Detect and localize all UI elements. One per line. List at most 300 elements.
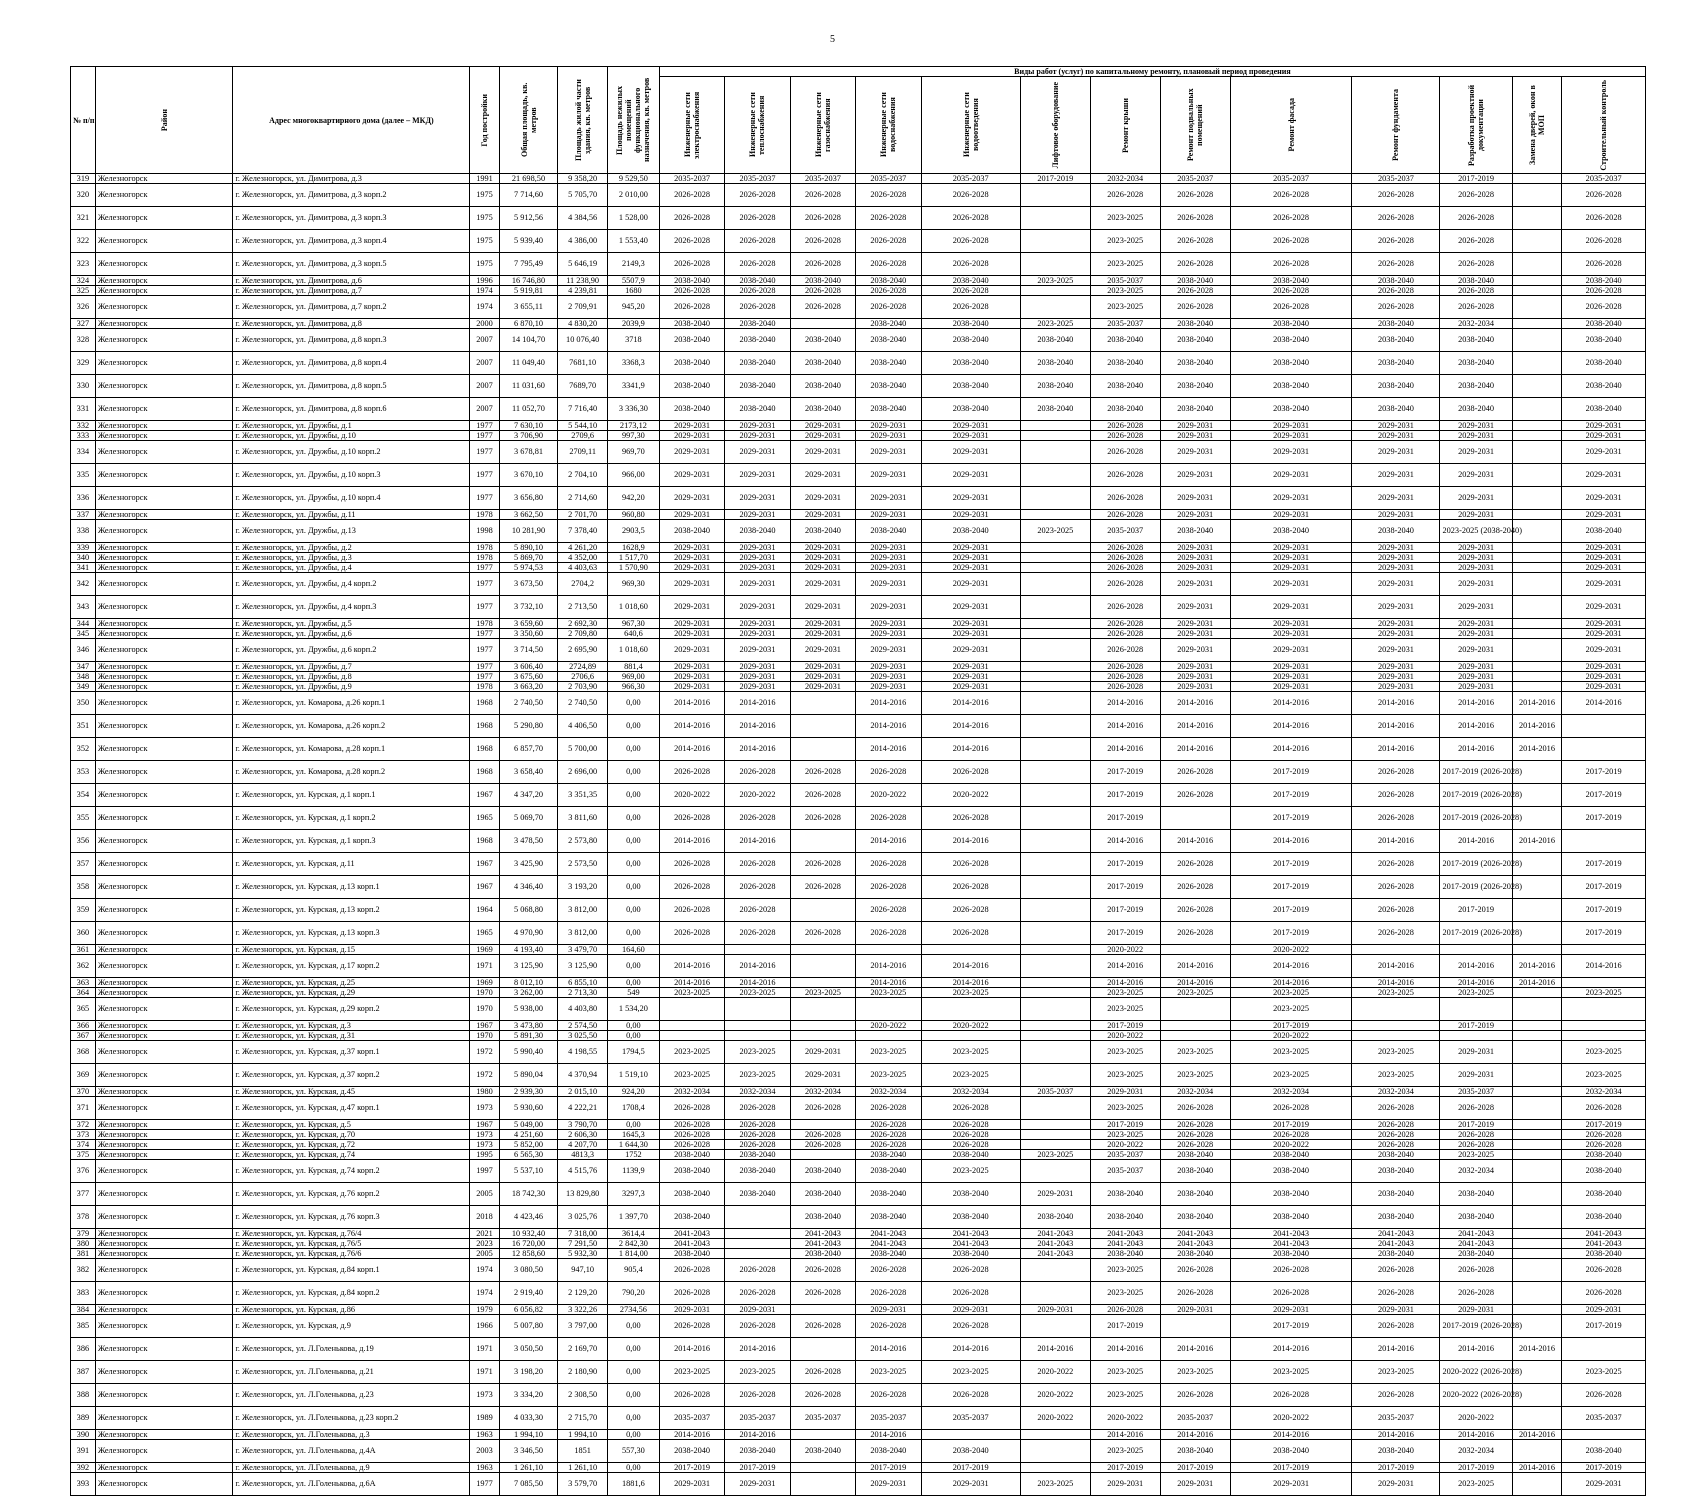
cell-total-area: 3 425,90 (499, 853, 558, 876)
cell-work-3: 2026-2028 (856, 853, 921, 876)
cell-district: Железногорск (95, 639, 233, 662)
cell-work-2: 2029-2031 (790, 563, 855, 573)
cell-work-1: 2029-2031 (725, 487, 790, 510)
cell-nonres-area: 1 644,30 (607, 1140, 659, 1150)
cell-work-6: 2017-2019 (1090, 1463, 1160, 1473)
cell-work-10: 2017-2019 (2026-2028) (1440, 784, 1512, 807)
cell-address: г. Железногорск, ул. Курская, д.45 (233, 1087, 470, 1097)
cell-work-4: 2026-2028 (921, 1097, 1020, 1120)
cell-work-6: 2014-2016 (1090, 715, 1160, 738)
cell-work-3: 2023-2025 (856, 1064, 921, 1087)
cell-total-area: 1 994,10 (499, 1430, 558, 1440)
cell-work-4: 2038-2040 (921, 398, 1020, 421)
cell-work-11 (1512, 563, 1562, 573)
cell-year: 1978 (470, 553, 499, 563)
cell-work-10: 2032-2034 (1440, 319, 1512, 329)
cell-work-5 (1020, 639, 1090, 662)
cell-work-6: 2023-2025 (1090, 296, 1160, 319)
cell-num: 324 (71, 276, 96, 286)
cell-num: 384 (71, 1305, 96, 1315)
cell-work-12: 2017-2019 (1562, 876, 1646, 899)
cell-num: 374 (71, 1140, 96, 1150)
cell-work-2: 2026-2028 (790, 286, 855, 296)
cell-address: г. Железногорск, ул. Димитрова, д.8 корп.6 (233, 398, 470, 421)
cell-work-2: 2026-2028 (790, 1097, 855, 1120)
cell-num: 373 (71, 1130, 96, 1140)
cell-address: г. Железногорск, ул. Курская, д.47 корп.1 (233, 1097, 470, 1120)
cell-district: Железногорск (95, 184, 233, 207)
cell-work-10: 2017-2019 (2026-2028) (1440, 807, 1512, 830)
cell-work-4: 2026-2028 (921, 1282, 1020, 1305)
cell-work-5 (1020, 955, 1090, 978)
cell-work-7: 2026-2028 (1160, 286, 1230, 296)
cell-work-1: 2035-2037 (725, 1407, 790, 1430)
table-row (71, 319, 1646, 329)
cell-work-0: 2026-2028 (659, 230, 724, 253)
cell-work-2: 2026-2028 (790, 230, 855, 253)
table-row (71, 830, 1646, 853)
table-row (71, 1229, 1646, 1239)
cell-work-10: 2023-2025 (2038-2040) (1440, 520, 1512, 543)
cell-work-9: 2035-2037 (1352, 1407, 1440, 1430)
cell-year: 2005 (470, 1183, 499, 1206)
cell-address: г. Железногорск, ул. Дружбы, д.10 корп.3 (233, 464, 470, 487)
cell-work-5 (1020, 662, 1090, 672)
cell-work-4: 2014-2016 (921, 955, 1020, 978)
cell-work-0: 2038-2040 (659, 1150, 724, 1160)
header-work-label: Инженерные сети электроснабжения (683, 91, 702, 159)
cell-work-7: 2026-2028 (1160, 207, 1230, 230)
cell-work-9: 2029-2031 (1352, 629, 1440, 639)
cell-work-10: 2026-2028 (1440, 1259, 1512, 1282)
cell-work-5 (1020, 978, 1090, 988)
cell-work-7: 2035-2037 (1160, 174, 1230, 184)
cell-work-3: 2017-2019 (856, 1463, 921, 1473)
cell-work-12: 2029-2031 (1562, 487, 1646, 510)
cell-work-4: 2029-2031 (921, 573, 1020, 596)
cell-num: 379 (71, 1229, 96, 1239)
cell-work-4: 2026-2028 (921, 230, 1020, 253)
cell-work-8: 2026-2028 (1230, 253, 1352, 276)
cell-total-area: 21 698,50 (499, 174, 558, 184)
cell-work-0: 2014-2016 (659, 955, 724, 978)
cell-living-area: 3 025,50 (558, 1031, 608, 1041)
cell-work-5 (1020, 1031, 1090, 1041)
cell-work-1: 2029-2031 (725, 662, 790, 672)
cell-work-12: 2038-2040 (1562, 1249, 1646, 1259)
cell-nonres-area: 9 529,50 (607, 174, 659, 184)
cell-num: 322 (71, 230, 96, 253)
cell-work-3: 2029-2031 (856, 639, 921, 662)
table-row (71, 639, 1646, 662)
cell-num: 350 (71, 692, 96, 715)
cell-total-area: 3 080,50 (499, 1259, 558, 1282)
cell-work-3: 2038-2040 (856, 1440, 921, 1463)
cell-work-4: 2029-2031 (921, 563, 1020, 573)
cell-district: Железногорск (95, 1473, 233, 1496)
cell-work-4: 2026-2028 (921, 761, 1020, 784)
cell-work-7: 2026-2028 (1160, 1282, 1230, 1305)
header-work-1 (725, 77, 790, 174)
cell-work-9: 2014-2016 (1352, 692, 1440, 715)
cell-living-area: 3 579,70 (558, 1473, 608, 1496)
header-work-label: Инженерные сети водоотведения (961, 92, 980, 158)
table-row (71, 276, 1646, 286)
table-row (71, 1473, 1646, 1496)
cell-work-10: 2017-2019 (2026-2028) (1440, 922, 1512, 945)
cell-year: 1975 (470, 230, 499, 253)
table-row (71, 1130, 1646, 1140)
cell-work-11 (1512, 1064, 1562, 1087)
cell-work-8: 2020-2022 (1230, 1140, 1352, 1150)
cell-work-1: 2032-2034 (725, 1087, 790, 1097)
cell-work-1: 2029-2031 (725, 421, 790, 431)
cell-work-6: 2026-2028 (1090, 629, 1160, 639)
cell-work-12: 2029-2031 (1562, 662, 1646, 672)
cell-work-9: 2026-2028 (1352, 253, 1440, 276)
cell-year: 1968 (470, 738, 499, 761)
cell-work-6: 2041-2043 (1090, 1229, 1160, 1239)
cell-district: Железногорск (95, 1183, 233, 1206)
header-living-area-label: Площадь жилой части здания, кв. метров (573, 79, 592, 161)
cell-living-area: 2 695,90 (558, 639, 608, 662)
cell-work-1: 2020-2022 (725, 784, 790, 807)
cell-year: 1963 (470, 1430, 499, 1440)
cell-work-1: 2014-2016 (725, 692, 790, 715)
cell-total-area: 4 423,46 (499, 1206, 558, 1229)
cell-work-6: 2017-2019 (1090, 1315, 1160, 1338)
cell-work-11 (1512, 1259, 1562, 1282)
cell-work-9: 2029-2031 (1352, 421, 1440, 431)
cell-total-area: 5 930,60 (499, 1097, 558, 1120)
cell-work-8: 2026-2028 (1230, 1282, 1352, 1305)
cell-living-area: 7 318,00 (558, 1229, 608, 1239)
cell-work-7: 2026-2028 (1160, 1259, 1230, 1282)
header-work-5 (1020, 77, 1090, 174)
cell-work-2: 2035-2037 (790, 174, 855, 184)
cell-work-12: 2029-2031 (1562, 639, 1646, 662)
table-row (71, 715, 1646, 738)
header-work-label: Инженерные сети газоснабжения (813, 92, 832, 158)
cell-living-area: 2 573,80 (558, 830, 608, 853)
cell-work-12: 2038-2040 (1562, 319, 1646, 329)
cell-work-11: 2014-2016 (1512, 830, 1562, 853)
cell-district: Железногорск (95, 253, 233, 276)
cell-work-4: 2020-2022 (921, 784, 1020, 807)
cell-year: 1971 (470, 1338, 499, 1361)
cell-living-area: 2 703,90 (558, 682, 608, 692)
cell-work-8: 2029-2031 (1230, 421, 1352, 431)
cell-work-0: 2029-2031 (659, 619, 724, 629)
cell-total-area: 5 938,00 (499, 998, 558, 1021)
cell-num: 381 (71, 1249, 96, 1259)
cell-work-11: 2014-2016 (1512, 738, 1562, 761)
cell-total-area: 3 606,40 (499, 662, 558, 672)
cell-work-4: 2020-2022 (921, 1021, 1020, 1031)
header-nonres-area-label: Площадь нежилых помещений функционального назначения, кв. метров (615, 77, 652, 163)
cell-district: Железногорск (95, 629, 233, 639)
cell-work-10: 2026-2028 (1440, 1097, 1512, 1120)
cell-work-6: 2026-2028 (1090, 619, 1160, 629)
cell-work-4: 2026-2028 (921, 899, 1020, 922)
cell-work-8: 2041-2043 (1230, 1229, 1352, 1239)
cell-num: 386 (71, 1338, 96, 1361)
cell-living-area: 2 715,70 (558, 1407, 608, 1430)
cell-work-6: 2020-2022 (1090, 945, 1160, 955)
cell-work-11 (1512, 1183, 1562, 1206)
cell-district: Железногорск (95, 682, 233, 692)
cell-work-2 (790, 1473, 855, 1496)
cell-district: Железногорск (95, 398, 233, 421)
cell-work-8: 2038-2040 (1230, 1183, 1352, 1206)
cell-work-10: 2017-2019 (1440, 1021, 1512, 1031)
cell-address: г. Железногорск, ул. Курская, д.13 корп.1 (233, 876, 470, 899)
cell-work-2: 2026-2028 (790, 296, 855, 319)
table-row (71, 441, 1646, 464)
cell-work-3: 2026-2028 (856, 1315, 921, 1338)
cell-nonres-area: 3368,3 (607, 352, 659, 375)
cell-work-6: 2014-2016 (1090, 1430, 1160, 1440)
cell-work-12: 2029-2031 (1562, 1473, 1646, 1496)
cell-nonres-area: 997,30 (607, 431, 659, 441)
cell-work-7: 2014-2016 (1160, 1338, 1230, 1361)
header-works-group: Виды работ (услуг) по капитальному ремонту, плановый период проведения (659, 67, 1645, 77)
header-work-4 (921, 77, 1020, 174)
cell-work-4: 2038-2040 (921, 319, 1020, 329)
cell-address: г. Железногорск, ул. Курская, д.11 (233, 853, 470, 876)
cell-address: г. Железногорск, ул. Курская, д.76/4 (233, 1229, 470, 1239)
cell-work-4: 2038-2040 (921, 1150, 1020, 1160)
cell-work-2 (790, 319, 855, 329)
cell-living-area: 3 125,90 (558, 955, 608, 978)
cell-work-0: 2029-2031 (659, 441, 724, 464)
table-row (71, 1183, 1646, 1206)
cell-num: 376 (71, 1160, 96, 1183)
cell-work-12: 2017-2019 (1562, 761, 1646, 784)
cell-work-2: 2029-2031 (790, 672, 855, 682)
cell-num: 342 (71, 573, 96, 596)
cell-living-area: 2 180,90 (558, 1361, 608, 1384)
cell-work-11 (1512, 276, 1562, 286)
cell-work-4: 2032-2034 (921, 1087, 1020, 1097)
cell-work-10: 2020-2022 (2026-2028) (1440, 1361, 1512, 1384)
table-row (71, 978, 1646, 988)
cell-living-area: 3 812,00 (558, 922, 608, 945)
cell-work-12 (1562, 830, 1646, 853)
cell-work-9: 2026-2028 (1352, 899, 1440, 922)
cell-work-0: 2038-2040 (659, 276, 724, 286)
cell-work-1: 2029-2031 (725, 553, 790, 563)
cell-work-5 (1020, 296, 1090, 319)
cell-work-6: 2026-2028 (1090, 639, 1160, 662)
cell-work-9 (1352, 998, 1440, 1021)
cell-work-0: 2029-2031 (659, 421, 724, 431)
cell-work-1: 2029-2031 (725, 629, 790, 639)
cell-total-area: 18 742,30 (499, 1183, 558, 1206)
cell-district: Железногорск (95, 1064, 233, 1087)
header-work-3 (856, 77, 921, 174)
cell-work-8: 2023-2025 (1230, 1361, 1352, 1384)
cell-work-3: 2038-2040 (856, 1150, 921, 1160)
cell-living-area: 2 709,91 (558, 296, 608, 319)
cell-work-0: 2029-2031 (659, 639, 724, 662)
cell-num: 358 (71, 876, 96, 899)
table-row (71, 1120, 1646, 1130)
cell-work-12 (1562, 738, 1646, 761)
cell-work-0 (659, 998, 724, 1021)
cell-nonres-area: 0,00 (607, 1021, 659, 1031)
cell-work-4: 2038-2040 (921, 375, 1020, 398)
cell-work-10: 2032-2034 (1440, 1440, 1512, 1463)
cell-work-12: 2017-2019 (1562, 1315, 1646, 1338)
cell-num: 330 (71, 375, 96, 398)
table-row (71, 1463, 1646, 1473)
header-work-label: Ремонт фасада (1286, 98, 1296, 152)
header-work-label: Замена дверей, окон в МОП (1527, 85, 1546, 165)
cell-work-7: 2026-2028 (1160, 230, 1230, 253)
cell-work-9: 2014-2016 (1352, 715, 1440, 738)
cell-work-3: 2026-2028 (856, 1259, 921, 1282)
cell-district: Железногорск (95, 672, 233, 682)
cell-work-0: 2038-2040 (659, 1183, 724, 1206)
cell-work-0: 2029-2031 (659, 573, 724, 596)
cell-living-area: 13 829,80 (558, 1183, 608, 1206)
cell-address: г. Железногорск, ул. Дружбы, д.9 (233, 682, 470, 692)
cell-living-area: 7 716,40 (558, 398, 608, 421)
cell-work-6: 2026-2028 (1090, 1305, 1160, 1315)
cell-district: Железногорск (95, 978, 233, 988)
cell-work-4: 2038-2040 (921, 276, 1020, 286)
cell-living-area: 6 855,10 (558, 978, 608, 988)
cell-work-9: 2026-2028 (1352, 207, 1440, 230)
cell-work-2: 2029-2031 (790, 1041, 855, 1064)
cell-work-1 (725, 1249, 790, 1259)
cell-living-area: 5 544,10 (558, 421, 608, 431)
cell-work-9: 2035-2037 (1352, 174, 1440, 184)
cell-work-0: 2038-2040 (659, 319, 724, 329)
cell-work-12: 2038-2040 (1562, 352, 1646, 375)
cell-work-2: 2026-2028 (790, 1259, 855, 1282)
cell-year: 1975 (470, 184, 499, 207)
cell-num: 329 (71, 352, 96, 375)
cell-address: г. Железногорск, ул. Дружбы, д.10 корп.2 (233, 441, 470, 464)
cell-living-area: 2 714,60 (558, 487, 608, 510)
cell-district: Железногорск (95, 1338, 233, 1361)
cell-num: 360 (71, 922, 96, 945)
cell-work-6: 2026-2028 (1090, 672, 1160, 682)
cell-work-1: 2026-2028 (725, 1130, 790, 1140)
cell-district: Железногорск (95, 230, 233, 253)
cell-nonres-area: 2903,5 (607, 520, 659, 543)
cell-work-3: 2026-2028 (856, 253, 921, 276)
cell-work-9: 2038-2040 (1352, 1206, 1440, 1229)
cell-work-0: 2038-2040 (659, 352, 724, 375)
cell-work-0: 2029-2031 (659, 510, 724, 520)
cell-work-4 (921, 998, 1020, 1021)
cell-total-area: 3 673,50 (499, 573, 558, 596)
cell-living-area: 2724,89 (558, 662, 608, 672)
cell-work-11 (1512, 286, 1562, 296)
cell-work-6: 2026-2028 (1090, 510, 1160, 520)
cell-year: 1995 (470, 1150, 499, 1160)
cell-work-11 (1512, 573, 1562, 596)
cell-work-11 (1512, 945, 1562, 955)
cell-nonres-area: 0,00 (607, 1361, 659, 1384)
cell-work-1: 2029-2031 (725, 639, 790, 662)
cell-nonres-area: 1794,5 (607, 1041, 659, 1064)
cell-district: Железногорск (95, 573, 233, 596)
cell-address: г. Железногорск, ул. Курская, д.74 (233, 1150, 470, 1160)
cell-work-7 (1160, 945, 1230, 955)
cell-work-1: 2014-2016 (725, 955, 790, 978)
cell-work-8: 2026-2028 (1230, 1130, 1352, 1140)
cell-work-5 (1020, 998, 1090, 1021)
cell-nonres-area: 0,00 (607, 715, 659, 738)
cell-work-10: 2020-2022 (2026-2028) (1440, 1384, 1512, 1407)
cell-work-10: 2014-2016 (1440, 1338, 1512, 1361)
cell-year: 1965 (470, 807, 499, 830)
cell-work-1: 2026-2028 (725, 184, 790, 207)
table-row (71, 464, 1646, 487)
cell-work-11 (1512, 553, 1562, 563)
cell-work-4: 2029-2031 (921, 431, 1020, 441)
cell-address: г. Железногорск, ул. Дружбы, д.2 (233, 543, 470, 553)
cell-work-4: 2029-2031 (921, 441, 1020, 464)
cell-living-area: 1851 (558, 1440, 608, 1463)
cell-work-12: 2029-2031 (1562, 596, 1646, 619)
cell-nonres-area: 969,30 (607, 573, 659, 596)
cell-work-3: 2038-2040 (856, 352, 921, 375)
cell-living-area: 3 479,70 (558, 945, 608, 955)
cell-work-4: 2029-2031 (921, 662, 1020, 672)
cell-num: 362 (71, 955, 96, 978)
cell-total-area: 4 970,90 (499, 922, 558, 945)
cell-work-10: 2038-2040 (1440, 352, 1512, 375)
cell-work-12: 2029-2031 (1562, 510, 1646, 520)
cell-district: Железногорск (95, 830, 233, 853)
cell-num: 355 (71, 807, 96, 830)
cell-total-area: 4 193,40 (499, 945, 558, 955)
cell-work-9: 2038-2040 (1352, 329, 1440, 352)
cell-work-6: 2035-2037 (1090, 520, 1160, 543)
table-row (71, 988, 1646, 998)
cell-year: 1967 (470, 784, 499, 807)
cell-address: г. Железногорск, ул. Курская, д.3 (233, 1021, 470, 1031)
cell-work-4: 2038-2040 (921, 1206, 1020, 1229)
cell-work-5: 2020-2022 (1020, 1407, 1090, 1430)
cell-num: 361 (71, 945, 96, 955)
cell-work-12: 2038-2040 (1562, 520, 1646, 543)
cell-district: Железногорск (95, 1031, 233, 1041)
cell-work-11 (1512, 988, 1562, 998)
cell-work-6: 2023-2025 (1090, 286, 1160, 296)
cell-work-12: 2029-2031 (1562, 1305, 1646, 1315)
cell-work-7: 2023-2025 (1160, 1361, 1230, 1384)
cell-work-6: 2014-2016 (1090, 978, 1160, 988)
cell-work-12: 2026-2028 (1562, 1130, 1646, 1140)
cell-work-3: 2041-2043 (856, 1239, 921, 1249)
cell-work-5 (1020, 543, 1090, 553)
cell-work-3: 2038-2040 (856, 398, 921, 421)
cell-num: 363 (71, 978, 96, 988)
cell-work-7: 2014-2016 (1160, 738, 1230, 761)
cell-work-7: 2029-2031 (1160, 464, 1230, 487)
table-row (71, 184, 1646, 207)
cell-work-11: 2014-2016 (1512, 1338, 1562, 1361)
cell-work-8: 2026-2028 (1230, 207, 1352, 230)
cell-nonres-area: 0,00 (607, 876, 659, 899)
cell-work-4: 2038-2040 (921, 1183, 1020, 1206)
